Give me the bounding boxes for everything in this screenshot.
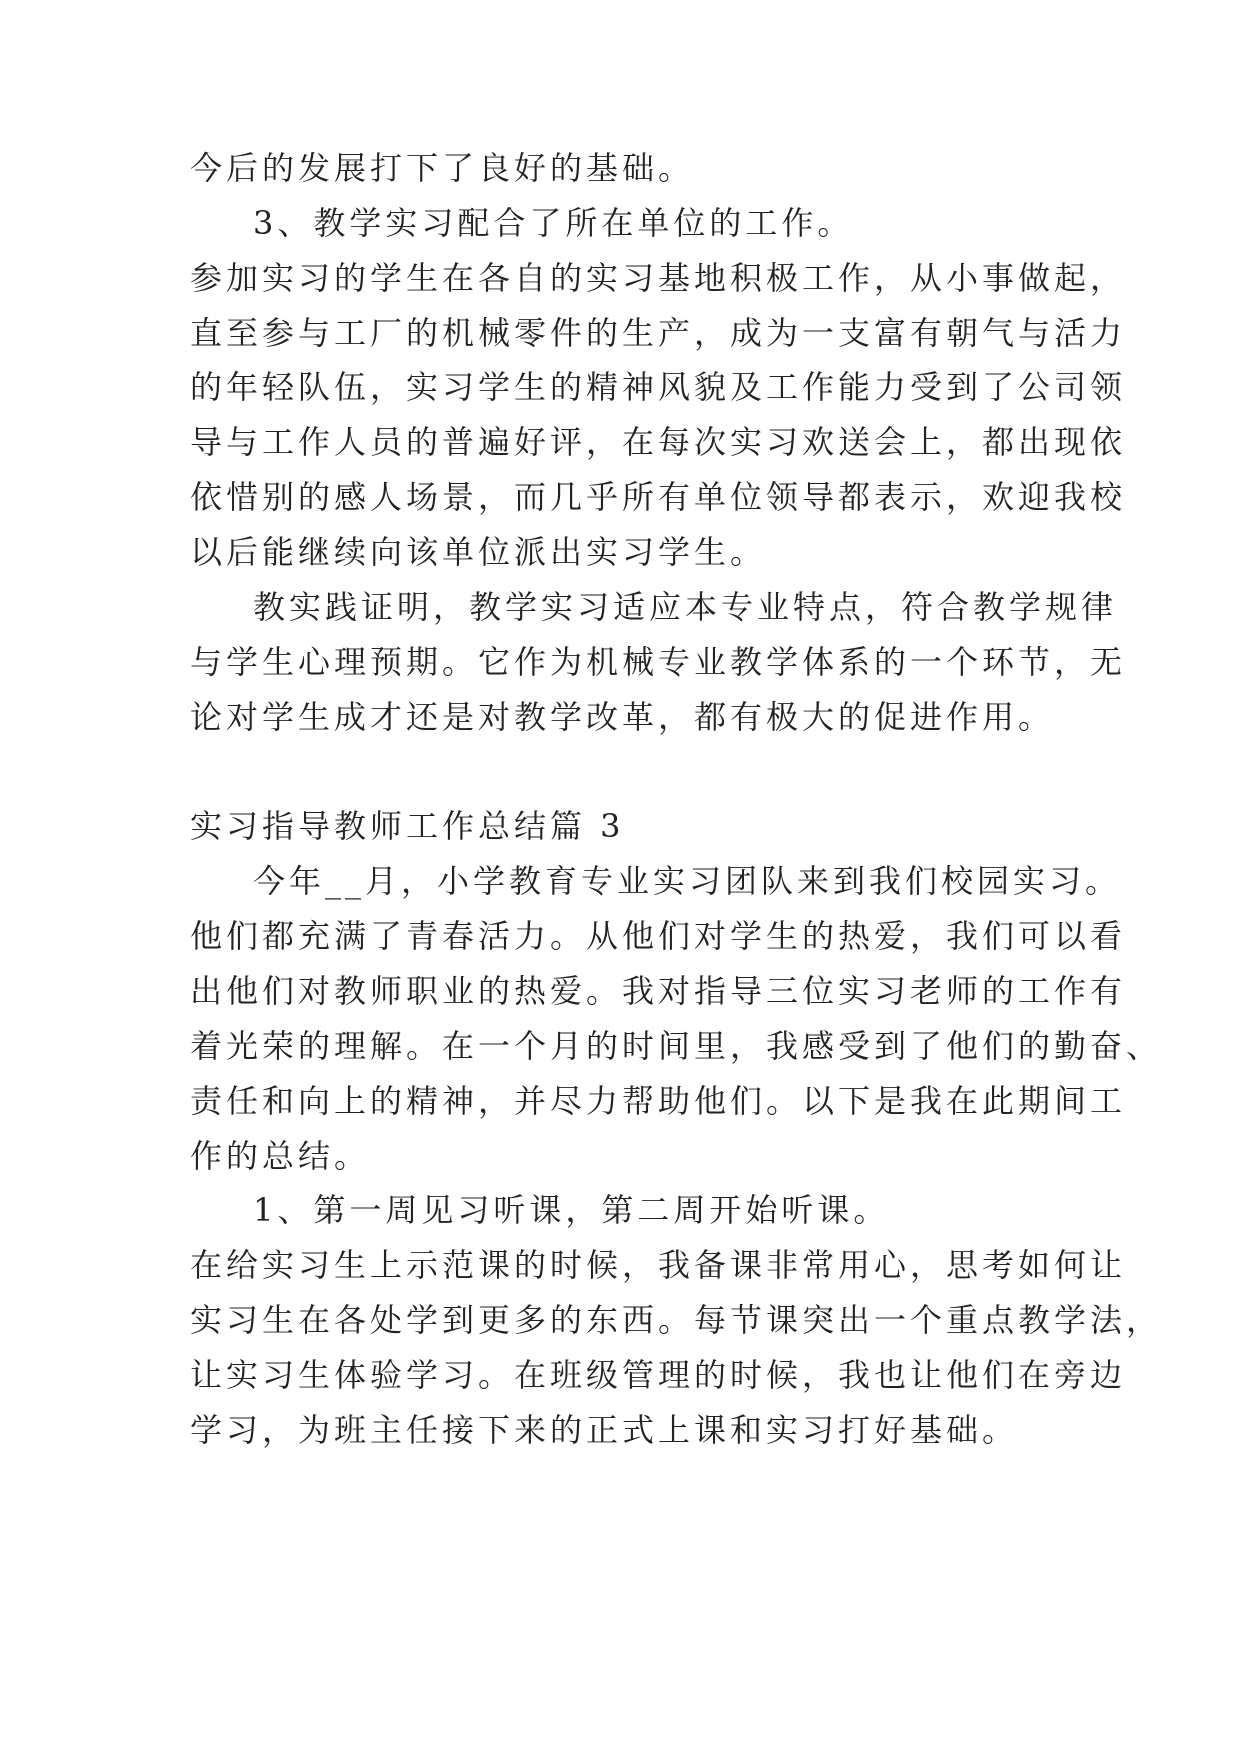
numbered-heading: 1、第一周见习听课，第二周开始听课。	[253, 1191, 890, 1229]
paragraph-line: 论对学生成才还是对教学改革，都有极大的促进作用。	[190, 698, 1055, 736]
paragraph-line: 参加实习的学生在各自的实习基地积极工作，从小事做起，	[190, 259, 1127, 297]
paragraph-line: 导与工作人员的普遍好评，在每次实习欢送会上，都出现依	[190, 423, 1127, 461]
paragraph-line: 以后能继续向该单位派出实习学生。	[190, 533, 767, 571]
paragraph-line: 实习生在各处学到更多的东西。每节课突出一个重点教学法，	[190, 1301, 1163, 1339]
paragraph-line: 的年轻队伍，实习学生的精神风貌及工作能力受到了公司领	[190, 368, 1127, 406]
paragraph-line: 与学生心理预期。它作为机械专业教学体系的一个环节，无	[190, 643, 1127, 681]
paragraph-line: 学习，为班主任接下来的正式上课和实习打好基础。	[190, 1411, 1019, 1449]
numbered-heading: 3、教学实习配合了所在单位的工作。	[253, 204, 854, 242]
paragraph-line: 责任和向上的精神，并尽力帮助他们。以下是我在此期间工	[190, 1082, 1127, 1120]
paragraph-line: 依惜别的感人场景，而几乎所有单位领导都表示，欢迎我校	[190, 478, 1127, 516]
paragraph-line: 着光荣的理解。在一个月的时间里，我感受到了他们的勤奋、	[190, 1027, 1163, 1065]
paragraph-line: 教实践证明，教学实习适应本专业特点，符合教学规律	[253, 588, 1118, 626]
paragraph-line: 他们都充满了青春活力。从他们对学生的热爱，我们可以看	[190, 917, 1127, 955]
section-title: 实习指导教师工作总结篇 3	[190, 807, 625, 845]
paragraph-line: 在给实习生上示范课的时候，我备课非常用心，思考如何让	[190, 1246, 1127, 1284]
paragraph-line: 今后的发展打下了良好的基础。	[190, 149, 695, 187]
paragraph-line: 作的总结。	[190, 1137, 371, 1175]
paragraph-line: 出他们对教师职业的热爱。我对指导三位实习老师的工作有	[190, 972, 1127, 1010]
paragraph-line: 让实习生体验学习。在班级管理的时候，我也让他们在旁边	[190, 1356, 1127, 1394]
paragraph-line: 直至参与工厂的机械零件的生产，成为一支富有朝气与活力	[190, 314, 1127, 352]
paragraph-line: 今年__月，小学教育专业实习团队来到我们校园实习。	[253, 862, 1122, 900]
